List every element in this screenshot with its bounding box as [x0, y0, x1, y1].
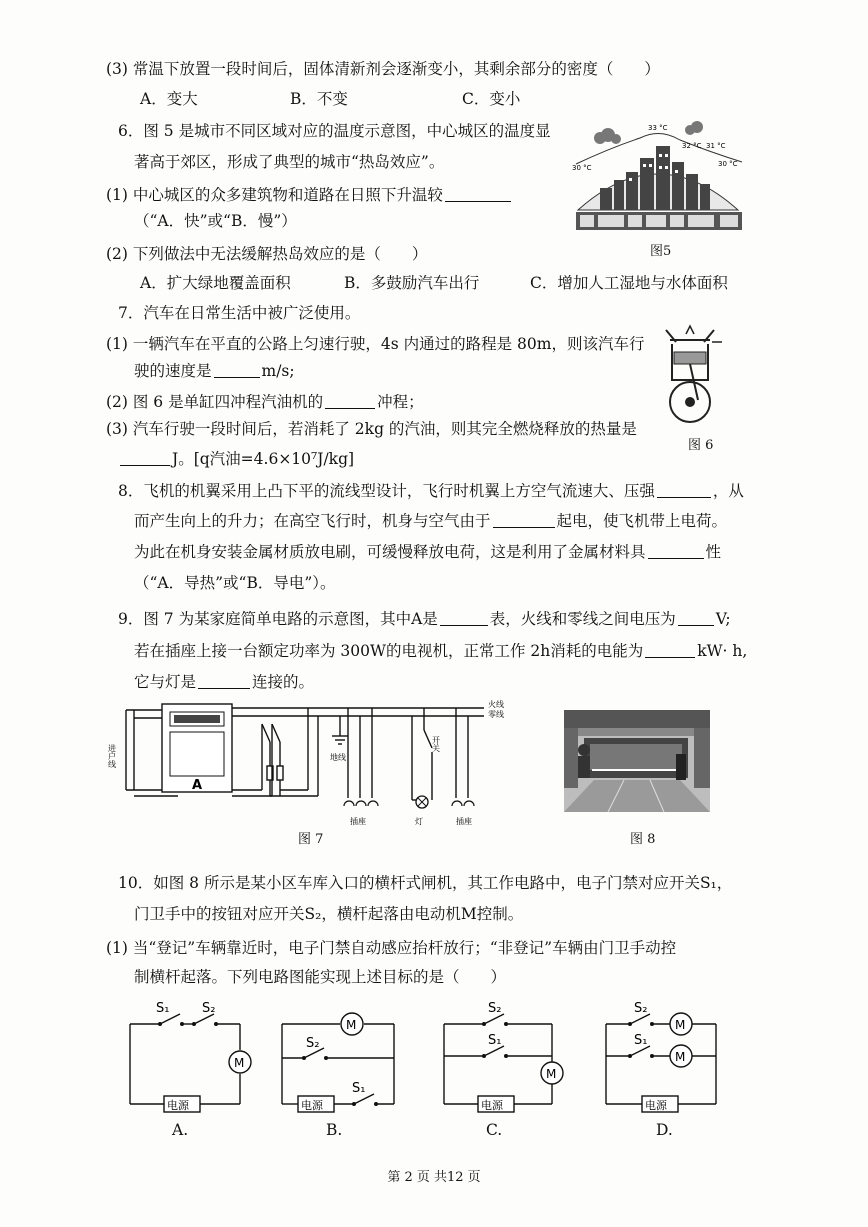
circuit-a-s1-label: S₁	[156, 1001, 170, 1016]
q7-answer-blank-2[interactable]	[325, 392, 375, 409]
fig5-temp-2: 32 °C	[682, 142, 702, 150]
q6-option-a: A．扩大绿地覆盖面积	[140, 274, 291, 292]
q9-line2-text: 若在插座上接一台额定功率为 300W的电视机，正常工作 2h消耗的电能为	[134, 642, 644, 660]
circuit-d-motor-2: M	[675, 1050, 686, 1064]
circuit-option-c[interactable]	[438, 1000, 578, 1120]
q8-answer-blank-2[interactable]	[493, 511, 555, 528]
q5-3-stem: (3) 常温下放置一段时间后，固体清新剂会逐渐变小，其剩余部分的密度（ ）	[106, 60, 660, 78]
figure-6-engine	[650, 322, 740, 422]
q7-part1-line2	[134, 360, 295, 382]
q8-line3	[134, 541, 721, 563]
q9-line1	[118, 608, 731, 630]
q10-part1-line1: (1) 当“登记”车辆靠近时，电子门禁自动感应抬杆放行；“非登记”车辆由门卫手动控	[106, 939, 677, 957]
q8-line2-tail: 起电，使飞机带上电荷。	[556, 512, 728, 530]
q8-line1-text: 8．飞机的机翼采用上凸下平的流线型设计，飞行时机翼上方空气流速大、压强	[118, 482, 655, 500]
circuit-option-d-label: D.	[656, 1121, 673, 1139]
circuit-c-motor: M	[546, 1067, 557, 1081]
circuit-a-s2-label: S₂	[202, 1001, 216, 1016]
circuit-b-s2-label: S₂	[306, 1036, 320, 1051]
q9-line3	[134, 671, 314, 693]
circuit-d-s1-label: S₁	[634, 1033, 648, 1048]
circuit-d-source: 电源	[645, 1099, 667, 1112]
q9-answer-blank-1[interactable]	[440, 609, 488, 626]
q9-line3-text: 它与灯是	[134, 673, 197, 691]
q9-answer-blank-3[interactable]	[645, 641, 695, 658]
circuit-c-s2-label: S₂	[488, 1001, 502, 1016]
fig7-incoming-label: 进户线	[107, 744, 117, 768]
q6-option-b: B．多鼓励汽车出行	[344, 274, 480, 292]
page-footer: 第 2 页 共12 页	[387, 1170, 481, 1185]
q7-intro: 7．汽车在日常生活中被广泛使用。	[118, 304, 361, 322]
q6-part1-text: (1) 中心城区的众多建筑物和道路在日照下升温较	[106, 186, 443, 204]
q9-line2-tail: kW· h,	[697, 642, 748, 660]
q5-3-option-b: B．不变	[290, 90, 348, 108]
fig7-socket2-label: 插座	[456, 817, 472, 826]
q8-answer-blank-3[interactable]	[648, 542, 704, 559]
figure-8-garage-gate-photo	[564, 710, 710, 812]
q9-answer-blank-4[interactable]	[198, 672, 250, 689]
fig7-socket1-label: 插座	[350, 817, 366, 826]
q7-part2	[106, 391, 424, 413]
circuit-c-s1-label: S₁	[488, 1033, 502, 1048]
q6-option-c: C．增加人工湿地与水体面积	[530, 274, 728, 292]
figure-5-heat-island	[570, 118, 748, 233]
figure-7-label: 图 7	[298, 832, 324, 847]
fig7-neutral-wire-label: 零线	[488, 710, 504, 719]
circuit-option-c-label: C.	[486, 1121, 503, 1139]
fig5-temp-center: 33 °C	[648, 124, 668, 132]
q9-line2	[134, 640, 747, 662]
fig5-temp-left: 30 °C	[572, 164, 592, 172]
q6-answer-blank-1[interactable]	[445, 185, 511, 202]
circuit-b-source: 电源	[301, 1099, 323, 1112]
q8-line3-text: 为此在机身安装金属材质放电刷，可缓慢释放电荷，这是利用了金属材料具	[134, 543, 646, 561]
q6-part1	[106, 184, 513, 206]
circuit-d-motor-1: M	[675, 1018, 686, 1032]
q7-part1-unit: m/s;	[261, 362, 295, 380]
q6-part2: (2) 下列做法中无法缓解热岛效应的是（ ）	[106, 245, 428, 263]
q5-3-option-c: C．变小	[462, 90, 521, 108]
fig5-temp-right: 30 °C	[718, 160, 738, 168]
fig5-temp-3: 31 °C	[706, 142, 726, 150]
q8-line2	[134, 510, 727, 532]
q7-part3-line2	[118, 448, 354, 470]
q8-line3-tail: 性	[705, 543, 722, 561]
circuit-b-s1-label: S₁	[352, 1081, 366, 1096]
q9-line1-tail: V;	[715, 610, 731, 628]
figure-7-household-circuit	[107, 696, 512, 826]
fig7-lamp-label: 灯	[415, 817, 423, 826]
q6-intro-1: 6．图 5 是城市不同区域对应的温度示意图，中心城区的温度显	[118, 122, 551, 140]
q8-answer-blank-1[interactable]	[657, 481, 711, 498]
q8-line1-tail: ，从	[712, 482, 744, 500]
circuit-a-motor: M	[234, 1056, 245, 1070]
circuit-option-b-label: B.	[326, 1121, 343, 1139]
q5-3-option-a: A．变大	[140, 90, 198, 108]
q7-part2-tail: 冲程；	[377, 393, 424, 411]
q6-part1-hint: （“A．快”或“B．慢”）	[134, 212, 297, 230]
fig7-ground-label: 地线	[330, 753, 346, 762]
q7-part1-text: 驶的速度是	[134, 362, 212, 380]
q9-line1-text: 9．图 7 为某家庭简单电路的示意图，其中A是	[118, 610, 438, 628]
fig7-live-wire-label: 火线	[488, 700, 504, 709]
q9-answer-blank-2[interactable]	[678, 609, 714, 626]
circuit-a-source: 电源	[167, 1099, 189, 1112]
q10-line1: 10．如图 8 所示是某小区车库入口的横杆式闸机，其工作电路中，电子门禁对应开关S₁，	[118, 874, 733, 892]
q7-part1-line1: (1) 一辆汽车在平直的公路上匀速行驶，4s 内通过的路程是 80m，则该汽车行	[106, 335, 645, 353]
q7-part3-tail: J。[q汽油=4.6×10⁷J/kg]	[172, 450, 355, 468]
circuit-b-motor: M	[346, 1018, 357, 1032]
fig7-switch-label: 开关	[431, 736, 441, 752]
q6-intro-2: 著高于郊区，形成了典型的城市“热岛效应”。	[134, 153, 445, 171]
q9-line1-mid: 表，火线和零线之间电压为	[489, 610, 676, 628]
circuit-d-s2-label: S₂	[634, 1001, 648, 1016]
q7-part2-text: (2) 图 6 是单缸四冲程汽油机的	[106, 393, 324, 411]
q9-line3-tail: 连接的。	[252, 673, 315, 691]
q7-answer-blank-3[interactable]	[120, 449, 170, 466]
circuit-option-d[interactable]	[600, 1000, 740, 1120]
q10-part1-line2: 制横杆起落。下列电路图能实现上述目标的是（ ）	[134, 968, 507, 986]
q8-line2-text: 而产生向上的升力；在高空飞行时，机身与空气由于	[134, 512, 491, 530]
q10-line2: 门卫手中的按钮对应开关S₂，横杆起落由电动机M控制。	[134, 905, 524, 923]
circuit-option-a-label: A.	[172, 1121, 189, 1139]
q8-line1	[118, 480, 744, 502]
circuit-option-a[interactable]	[124, 1000, 264, 1120]
circuit-option-b[interactable]	[276, 1000, 416, 1120]
figure-6-label: 图 6	[688, 438, 714, 453]
q7-part3-line1: (3) 汽车行驶一段时间后，若消耗了 2kg 的汽油，则其完全燃烧释放的热量是	[106, 420, 637, 438]
circuit-c-source: 电源	[481, 1099, 503, 1112]
figure-5-label: 图5	[650, 244, 672, 259]
fig7-meter-label: A	[192, 778, 203, 793]
figure-8-label: 图 8	[630, 832, 656, 847]
q8-line4: （“A．导热”或“B．导电”）。	[134, 574, 336, 592]
q7-answer-blank-1[interactable]	[214, 361, 260, 378]
